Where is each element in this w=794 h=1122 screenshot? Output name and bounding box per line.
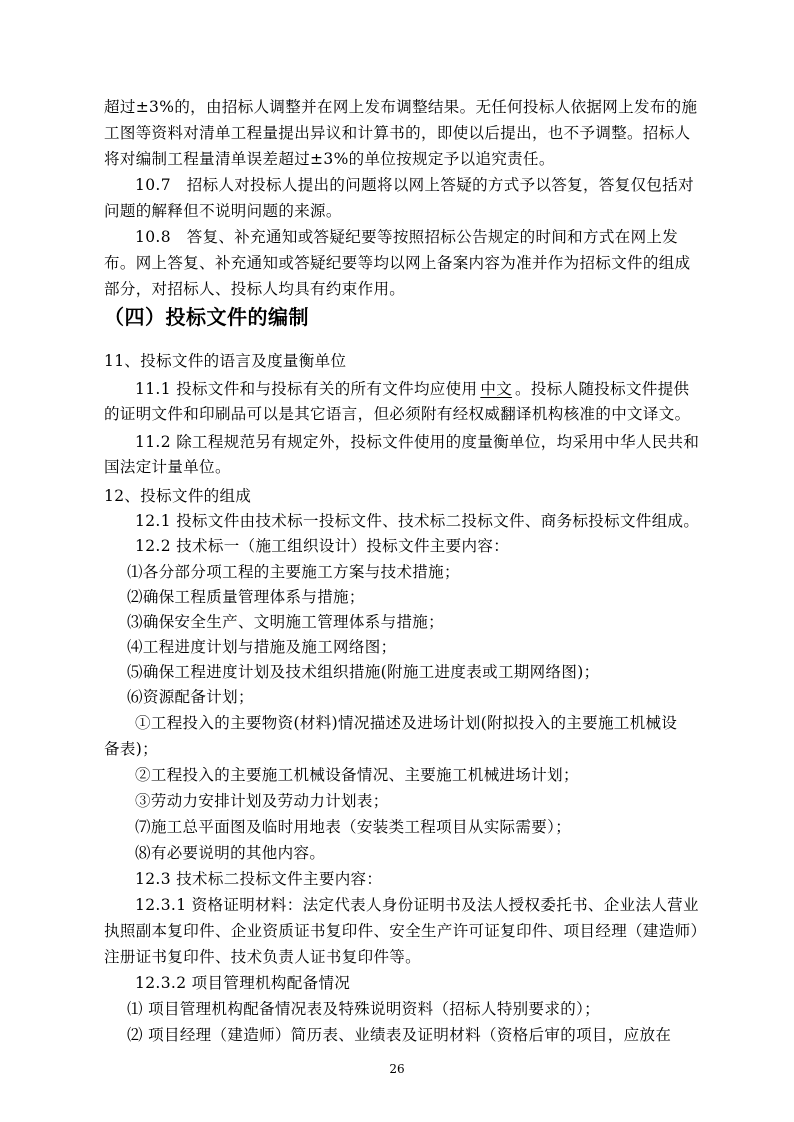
paragraph-line: 注册证书复印件、技术负责人证书复印件等。 — [104, 948, 422, 966]
paragraph-line: 问题的解释但不说明问题的来源。 — [104, 202, 342, 220]
paragraph-line: 12.1 投标文件由技术标一投标文件、技术标二投标文件、商务标投标文件组成。 — [135, 512, 700, 530]
list-item: ⑸确保工程进度计划及技术组织措施(附施工进度表或工期网络图)； — [127, 663, 600, 681]
paragraph-line: 12.2 技术标一（施工组织设计）投标文件主要内容： — [135, 537, 510, 555]
line-segment: 。投标人随投标文件提供 — [515, 380, 690, 398]
list-item: ⑶确保安全生产、文明施工管理体系与措施； — [127, 613, 445, 631]
sub-list-item: ②工程投入的主要施工机械设备情况、主要施工机械进场计划； — [135, 766, 579, 784]
underlined-language: 中文 — [480, 380, 513, 398]
paragraph-line: 工图等资料对清单工程量提出异议和计算书的，即使以后提出，也不予调整。招标人 — [104, 124, 691, 142]
paragraph-line: 布。网上答复、补充通知或答疑纪要等均以网上备案内容为准并作为招标文件的组成 — [104, 254, 691, 272]
clause-title: 11、投标文件的语言及度量衡单位 — [104, 352, 347, 370]
clause-title: 12、投标文件的组成 — [104, 487, 252, 505]
paragraph-line: 12.3.1 资格证明材料：法定代表人身份证明书及法人授权委托书、企业法人营业 — [135, 896, 699, 914]
page-number: 26 — [389, 1062, 405, 1076]
sub-list-item: 备表)； — [104, 740, 158, 758]
list-item: ⑵ 项目经理（建造师）简历表、业绩表及证明材料（资格后审的项目，应放在 — [127, 1026, 672, 1044]
list-item: ⑻有必要说明的其他内容。 — [135, 844, 326, 862]
paragraph-line: 将对编制工程量清单误差超过±3%的单位按规定予以追究责任。 — [104, 150, 555, 168]
section-heading: （四）投标文件的编制 — [104, 305, 309, 329]
paragraph-line: 国法定计量单位。 — [104, 458, 231, 476]
list-item: ⑺施工总平面图及临时用地表（安装类工程项目从实际需要）； — [135, 818, 572, 836]
paragraph-line: 12.3.2 项目管理机构配备情况 — [135, 974, 351, 992]
paragraph-line: 11.2 除工程规范另有规定外，投标文件使用的度量衡单位，均采用中华人民共和 — [135, 433, 700, 451]
paragraph-line: 10.8 答复、补充通知或答疑纪要等按照招标公告规定的时间和方式在网上发 — [135, 228, 679, 246]
list-item: ⑹资源配备计划； — [127, 688, 254, 706]
paragraph-line — [135, 378, 689, 400]
paragraph-line: 超过±3%的，由招标人调整并在网上发布调整结果。无任何投标人依据网上发布的施 — [104, 98, 698, 116]
list-item: ⑴各分部分项工程的主要施工方案与技术措施； — [127, 563, 460, 581]
sub-list-item: ①工程投入的主要物资(材料)情况描述及进场计划(附拟投入的主要施工机械设 — [135, 714, 678, 732]
paragraph-line: 12.3 技术标二投标文件主要内容： — [135, 870, 383, 888]
paragraph-line: 的证明文件和印刷品可以是其它语言，但必须附有经权威翻译机构核准的中文译文。 — [104, 405, 691, 423]
line-segment: 11.1 投标文件和与投标有关的所有文件均应使用 — [135, 380, 478, 398]
paragraph-line: 执照副本复印件、企业资质证书复印件、安全生产许可证复印件、项目经理（建造师） — [104, 922, 707, 940]
list-item: ⑷工程进度计划与措施及施工网络图； — [127, 638, 397, 656]
list-item: ⑵确保工程质量管理体系与措施； — [127, 588, 365, 606]
paragraph-line: 10.7 招标人对投标人提出的问题将以网上答疑的方式予以答复，答复仅包括对 — [135, 176, 694, 194]
paragraph-line: 部分，对招标人、投标人均具有约束作用。 — [104, 280, 406, 298]
sub-list-item: ③劳动力安排计划及劳动力计划表； — [135, 792, 389, 810]
list-item: ⑴ 项目管理机构配备情况表及特殊说明资料（招标人特别要求的）； — [127, 1000, 601, 1018]
